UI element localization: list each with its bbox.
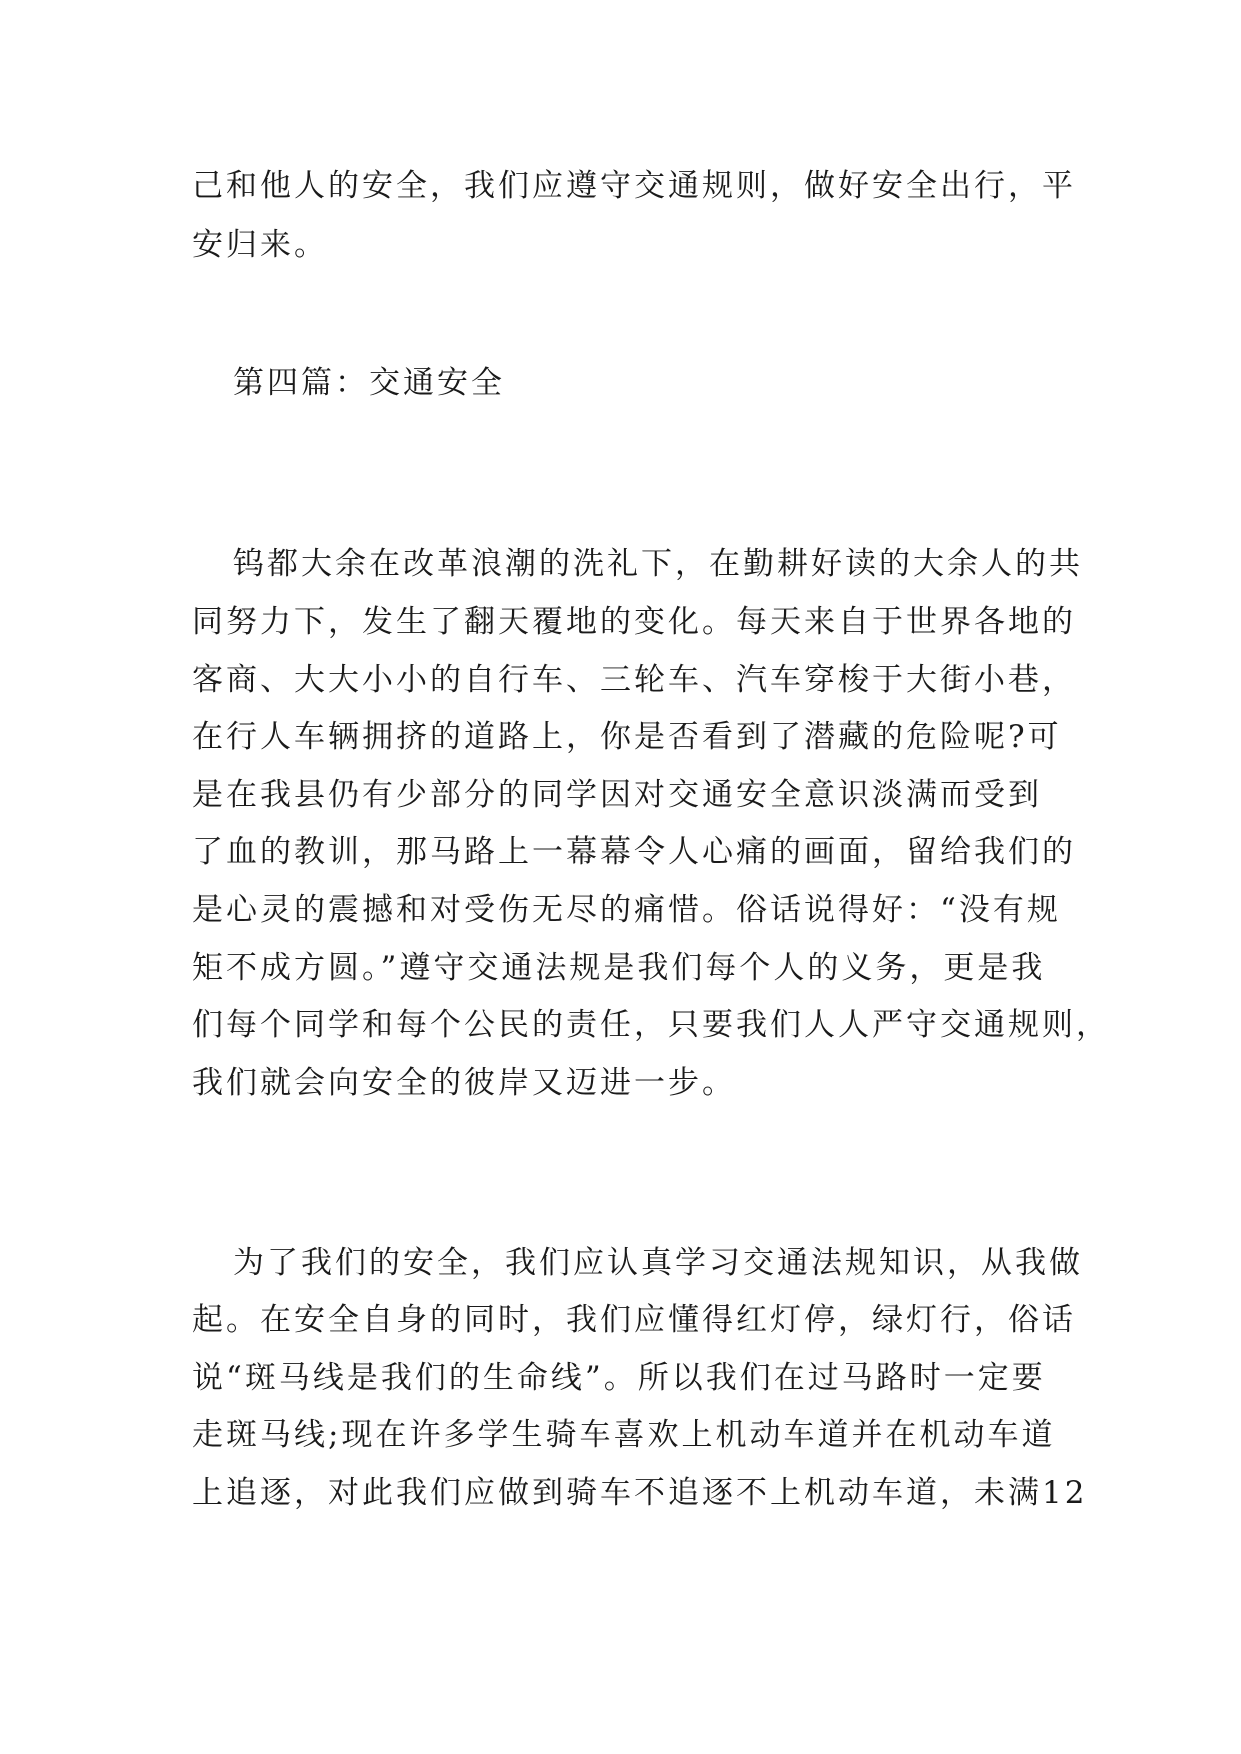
- paragraph-line: 是在我县仍有少部分的同学因对交通安全意识淡满而受到: [192, 777, 1042, 813]
- paragraph-line: 安归来。: [192, 227, 328, 263]
- paragraph-line: 上追逐，对此我们应做到骑车不追逐不上机动车道，未满12: [192, 1475, 1088, 1511]
- paragraph-line: 钨都大余在改革浪潮的洗礼下，在勤耕好读的大余人的共: [233, 546, 1083, 582]
- paragraph-line: 起。在安全自身的同时，我们应懂得红灯停，绿灯行，俗话: [192, 1302, 1076, 1338]
- paragraph-line: 客商、大大小小的自行车、三轮车、汽车穿梭于大街小巷，: [192, 662, 1076, 698]
- paragraph-line: 己和他人的安全，我们应遵守交通规则，做好安全出行，平: [192, 168, 1076, 204]
- paragraph-line: 说“斑马线是我们的生命线”。所以我们在过马路时一定要: [192, 1360, 1046, 1396]
- paragraph-line: 走斑马线;现在许多学生骑车喜欢上机动车道并在机动车道: [192, 1417, 1056, 1453]
- paragraph-line: 为了我们的安全，我们应认真学习交通法规知识，从我做: [233, 1245, 1083, 1281]
- paragraph-line: 了血的教训，那马路上一幕幕令人心痛的画面，留给我们的: [192, 834, 1076, 870]
- paragraph-line: 在行人车辆拥挤的道路上，你是否看到了潜藏的危险呢?可: [192, 719, 1062, 755]
- paragraph-line: 是心灵的震撼和对受伤无尽的痛惜。俗话说得好：“没有规: [192, 892, 1061, 928]
- paragraph-line: 同努力下，发生了翻天覆地的变化。每天来自于世界各地的: [192, 604, 1076, 640]
- paragraph-line: 我们就会向安全的彼岸又迈进一步。: [192, 1065, 736, 1101]
- paragraph-line: 们每个同学和每个公民的责任，只要我们人人严守交通规则，: [192, 1007, 1110, 1043]
- paragraph-line: 矩不成方圆。”遵守交通法规是我们每个人的义务，更是我: [192, 950, 1046, 986]
- section-heading: 第四篇：交通安全: [233, 365, 505, 401]
